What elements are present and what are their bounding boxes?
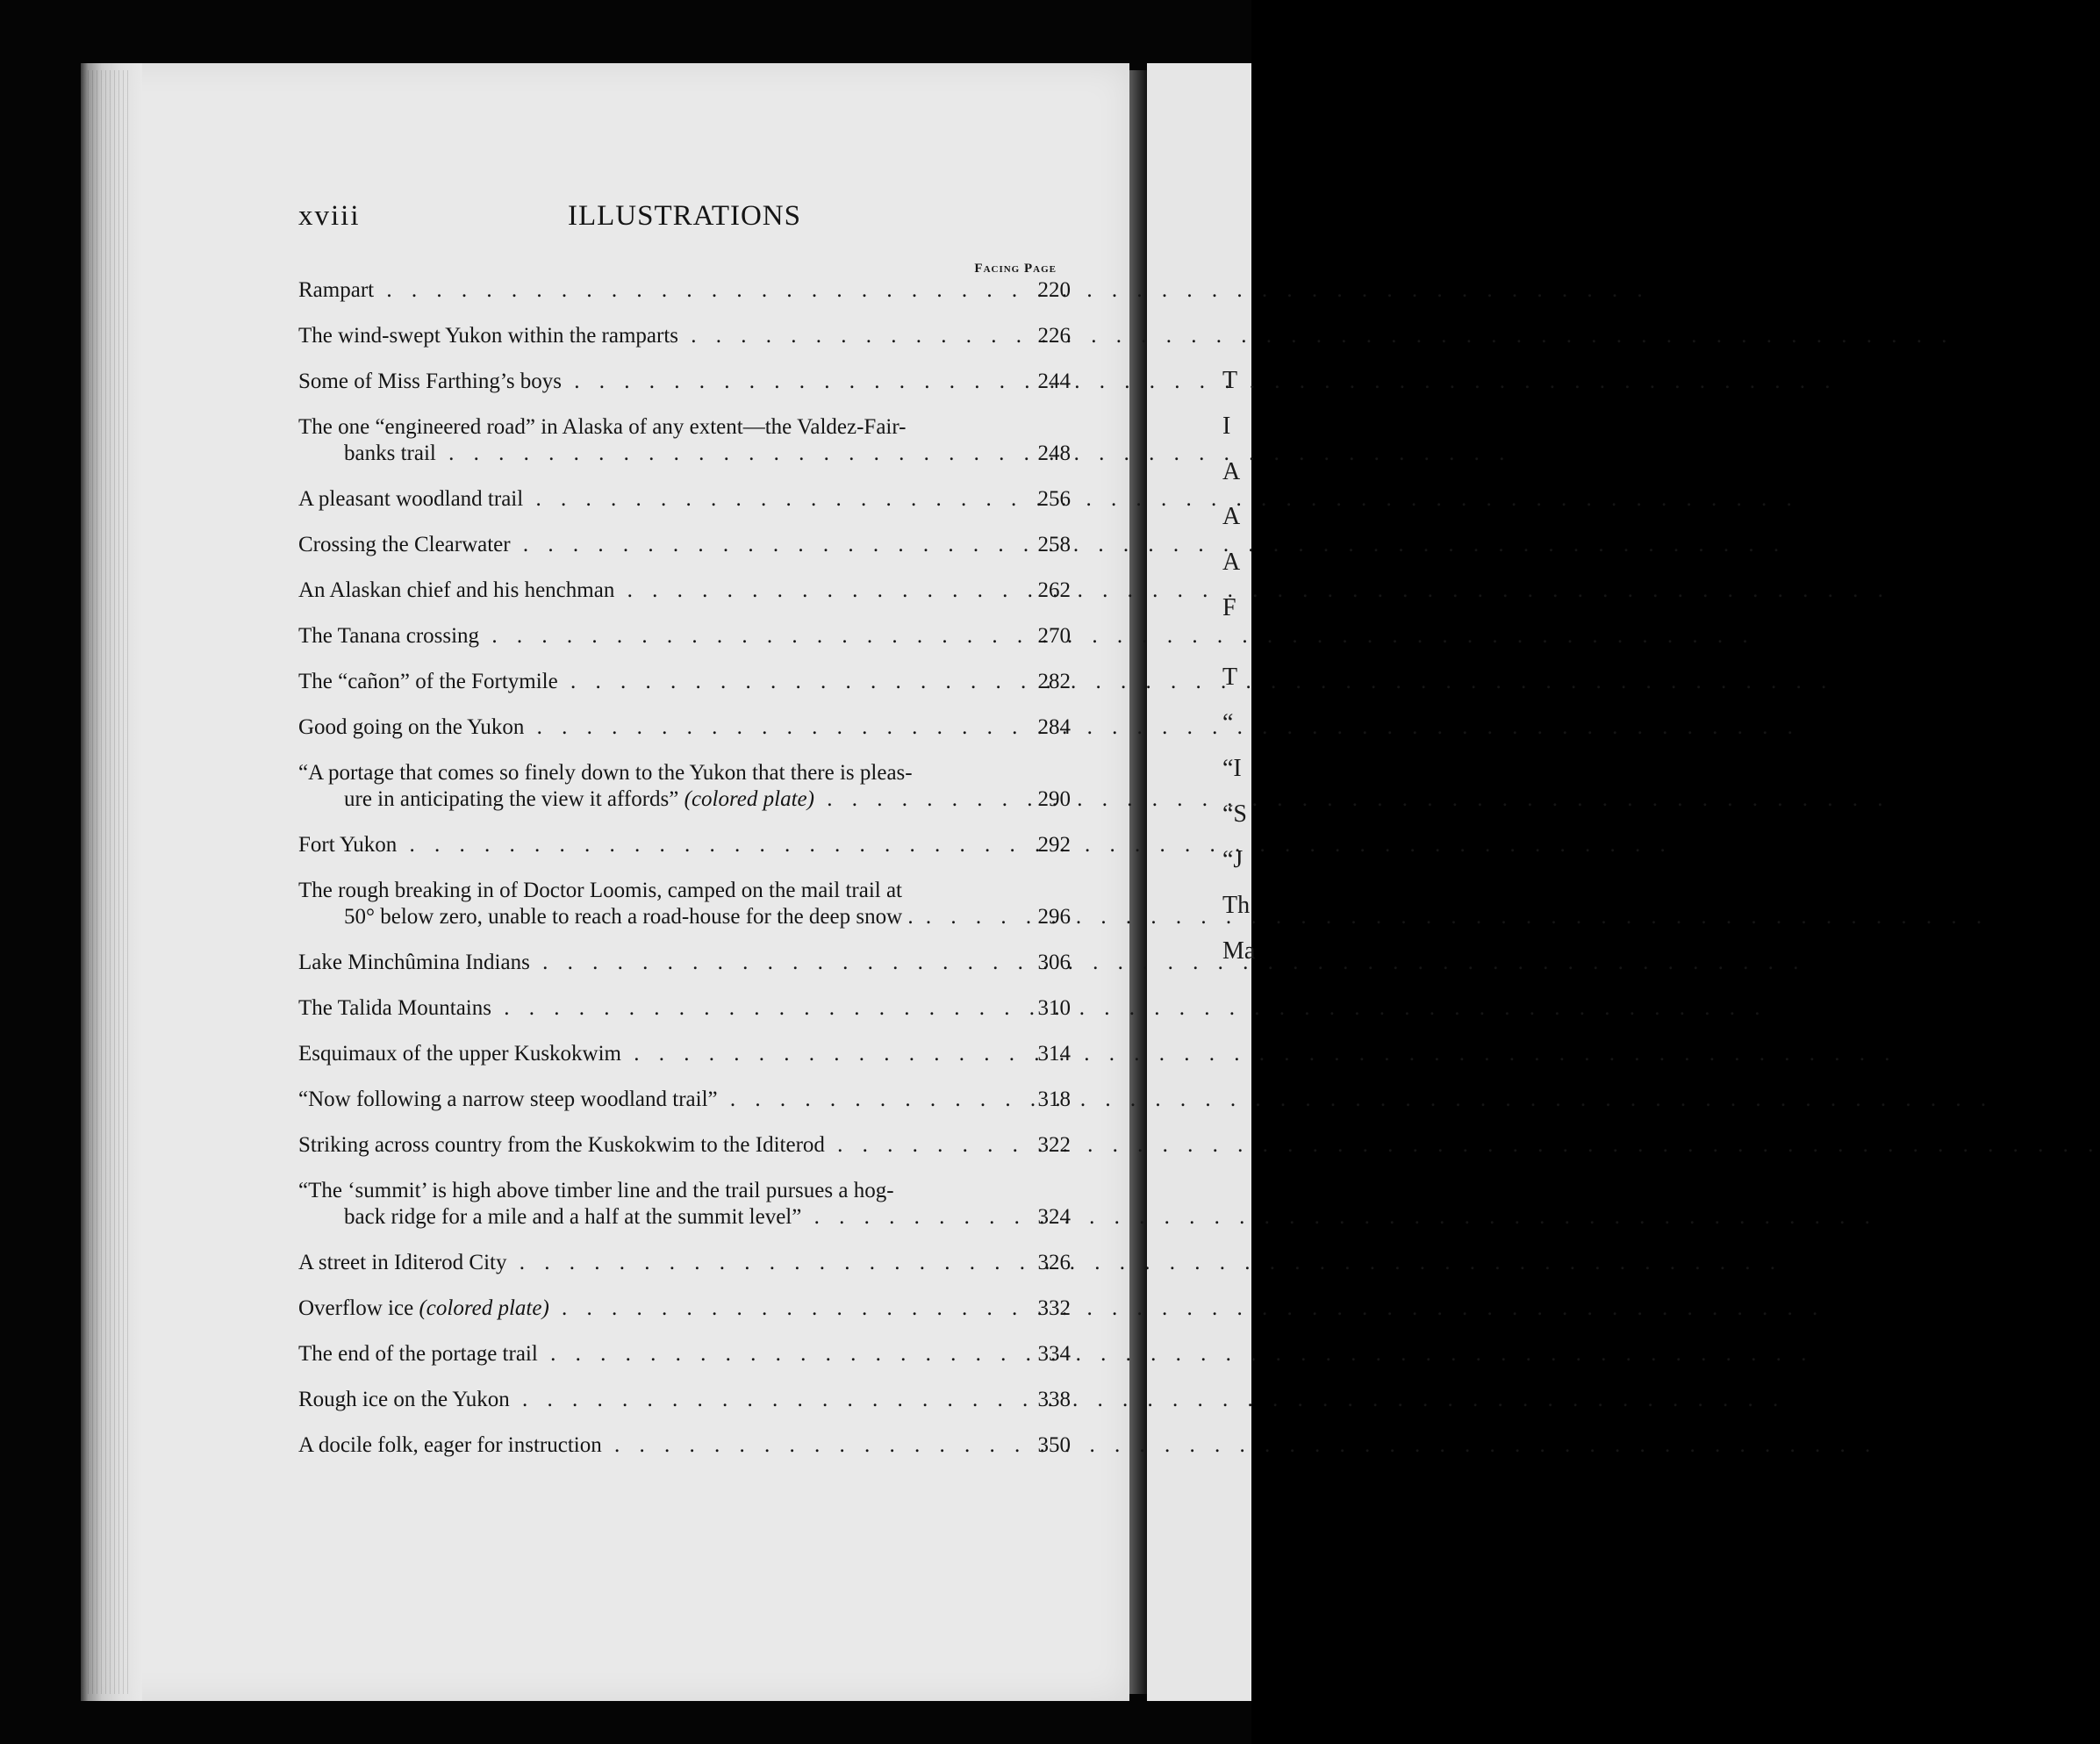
entry-page-number: 220 [1037, 278, 1071, 302]
entry-page-number: 296 [1037, 905, 1071, 929]
page-title: ILLUSTRATIONS [568, 200, 801, 232]
list-item [298, 1178, 1071, 1231]
list-item [298, 277, 1071, 304]
entry-page-number: 334 [1037, 1342, 1071, 1366]
entry-page-number: 226 [1037, 324, 1071, 348]
entry-title: Rough ice on the Yukon . . . [298, 1387, 1785, 1413]
entry-page-number: 322 [1037, 1133, 1071, 1157]
list-item [298, 323, 1071, 349]
entry-title-text: Overflow ice [298, 1296, 414, 1320]
entry-page-number: 338 [1037, 1388, 1071, 1411]
right-fragment: “ [1222, 709, 1234, 736]
right-fragment: I [1222, 413, 1231, 440]
entry-page-number: 258 [1037, 533, 1071, 556]
entry-title-line-1: The one “engineered road” in Alaska of any extent—the Valdez-Fair- [298, 415, 907, 439]
list-item [298, 1295, 1071, 1322]
entry-title: Fort Yukon . . . [298, 832, 1673, 858]
list-item [298, 1041, 1071, 1067]
entry-page-number: 350 [1037, 1433, 1071, 1457]
right-fragment: T [1222, 664, 1238, 691]
right-fragment: “J [1222, 846, 1244, 873]
entry-title: Lake Minchûmina Indians . . . [298, 950, 1805, 976]
entry-page-number: 290 [1037, 787, 1071, 811]
list-item [298, 1087, 1071, 1113]
entry-page-number: 256 [1037, 487, 1071, 511]
entry-page-number: 324 [1037, 1205, 1071, 1229]
entry-title-line-2: 50° below zero, unable to reach a road-house for the deep snow . . . . [298, 904, 1989, 930]
entry-page-number: 318 [1037, 1087, 1071, 1111]
entry-title: Good going on the Yukon . . . [298, 714, 1800, 741]
right-fragment: “S [1222, 800, 1247, 828]
right-fragment: A [1222, 503, 1241, 530]
list-item [298, 369, 1071, 395]
page-edge-texture [88, 70, 130, 1694]
entry-page-number: 332 [1037, 1296, 1071, 1320]
entry-page-number: 244 [1037, 370, 1071, 393]
right-fragment: A [1222, 458, 1241, 485]
list-item [298, 532, 1071, 558]
entry-page-number: 306 [1037, 951, 1071, 974]
list-item [298, 1250, 1071, 1276]
entry-title: An Alaskan chief and his henchman . . . [298, 578, 1890, 604]
entry-title: Striking across country from the Kuskokwim to the Iditerod . . . [298, 1132, 2100, 1159]
entry-title-italic-note: (colored plate) [684, 787, 814, 811]
right-fragment: Ma [1222, 937, 1256, 965]
entry-title-line-1: “A portage that comes so finely down to the Yukon that there is pleas- [298, 761, 913, 785]
list-item [298, 760, 1071, 813]
entry-title: The Talida Mountains . . . [298, 995, 1767, 1022]
entry-title-line-2: back ridge for a mile and a half at the summit level” . . . [298, 1204, 1877, 1231]
column-label: Facing Page [974, 262, 1057, 276]
right-fragment: T [1222, 367, 1238, 394]
list-item [298, 714, 1071, 741]
entry-page-number: 282 [1037, 670, 1071, 693]
entry-title: Crossing the Clearwater . . . [298, 532, 1786, 558]
entry-title: Rampart . . . [298, 277, 1650, 304]
entry-title: Some of Miss Farthing’s boys . . . [298, 369, 1838, 395]
list-item [298, 414, 1071, 467]
list-item [298, 578, 1071, 604]
entry-title: Esquimaux of the upper Kuskokwim . . . [298, 1041, 1897, 1067]
entry-title-italic-note: (colored plate) [419, 1296, 549, 1320]
list-item [298, 486, 1071, 513]
right-fragment: Th [1222, 892, 1251, 919]
entry-title: A docile folk, eager for instruction . . . [298, 1432, 1877, 1459]
entry-title: “Now following a narrow steep woodland trail” . . . [298, 1087, 1993, 1113]
entry-title [298, 1178, 1877, 1231]
list-item [298, 995, 1071, 1022]
entry-page-number: 248 [1037, 441, 1071, 465]
entry-title [298, 414, 1511, 467]
entry-title-line-1: The rough breaking in of Doctor Loomis, camped on the mail trail at [298, 879, 903, 902]
entry-title: A pleasant woodland trail . . . [298, 486, 1799, 513]
entry-title: The end of the portage trail . . . [298, 1341, 1813, 1367]
entry-title: The “cañon” of the Fortymile . . . [298, 669, 1833, 695]
list-item [298, 1387, 1071, 1413]
list-item [298, 878, 1071, 930]
entry-title-line-2: banks trail . . . [298, 441, 1511, 467]
entry-title: A street in Iditerod City . . . [298, 1250, 1782, 1276]
right-fragment: A [1222, 549, 1241, 576]
page-folio: xviii [298, 200, 361, 232]
entry-title: The wind-swept Yukon within the ramparts . . . [298, 323, 1954, 349]
entry-title [298, 760, 1889, 813]
entry-page-number: 292 [1037, 833, 1071, 857]
entry-page-number: 326 [1037, 1251, 1071, 1274]
entry-title-line-2-text: ure in anticipating the view it affords” [344, 787, 679, 811]
list-item [298, 832, 1071, 858]
entry-page-number: 314 [1037, 1042, 1071, 1066]
entry-page-number: 262 [1037, 578, 1071, 602]
entry-page-number: 270 [1037, 624, 1071, 648]
list-item [298, 623, 1071, 650]
entry-title: The Tanana crossing . . . [298, 623, 1755, 650]
list-item [298, 950, 1071, 976]
illustrations-list [298, 277, 1071, 1478]
list-item [298, 1341, 1071, 1367]
right-fragment: F [1222, 594, 1236, 621]
entry-page-number: 284 [1037, 715, 1071, 739]
list-item [298, 1432, 1071, 1459]
right-page-cropped-text [1215, 0, 1256, 1744]
entry-title [298, 878, 1989, 930]
right-fragment: “I [1222, 755, 1242, 782]
entry-title-line-2 [298, 786, 1889, 813]
list-item [298, 669, 1071, 695]
entry-title-line-1: “The ‘summit’ is high above timber line and the trail pursues a hog- [298, 1179, 894, 1202]
list-item [298, 1132, 1071, 1159]
entry-page-number: 310 [1037, 996, 1071, 1020]
